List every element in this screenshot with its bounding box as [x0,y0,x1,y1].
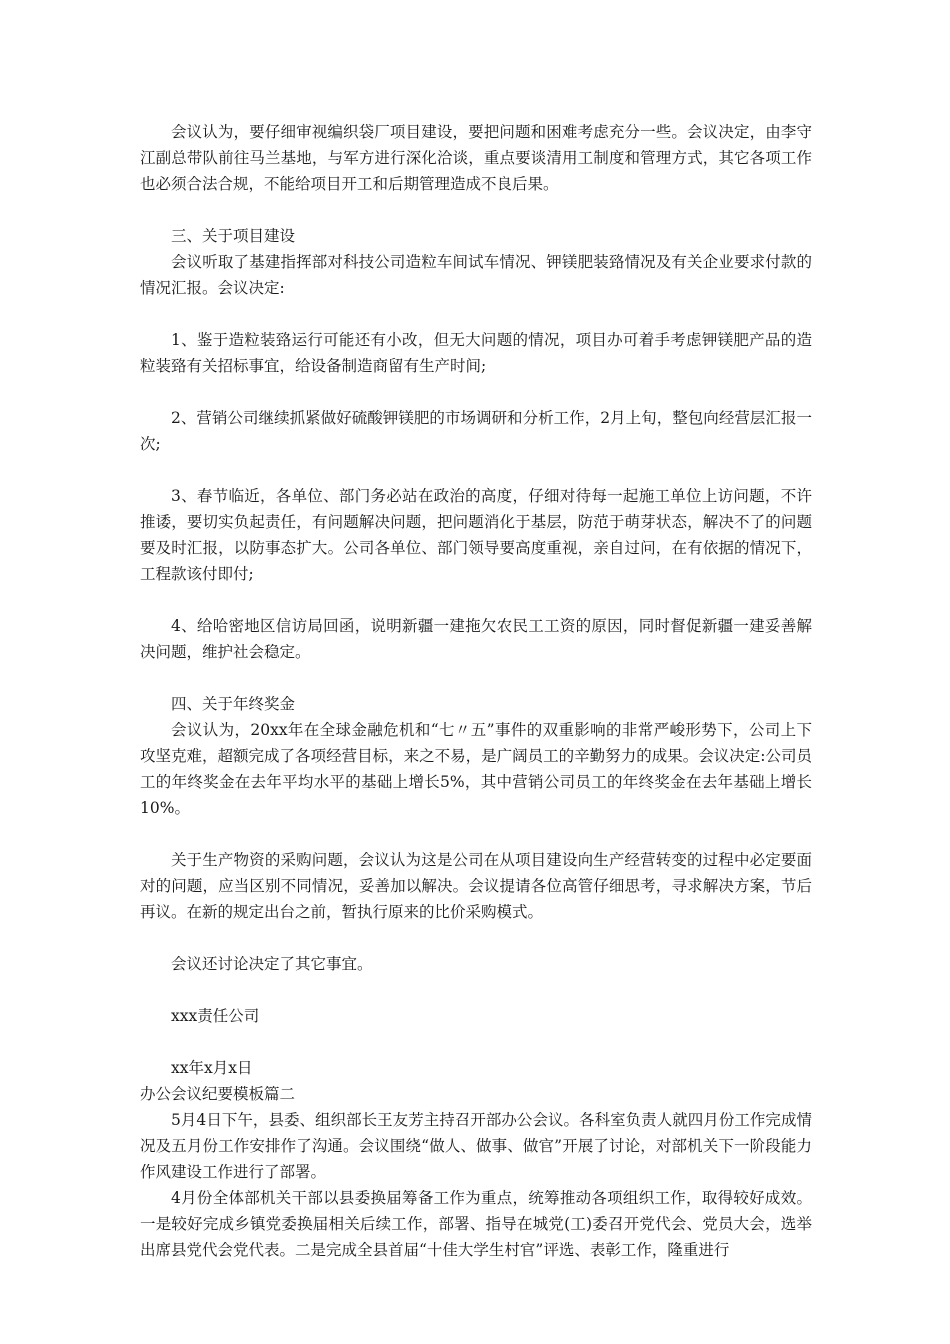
list-item-1: 1、鉴于造粒装臵运行可能还有小改，但无大问题的情况，项目办可着手考虑钾镁肥产品的造粒装臵有关招标事宜，给设备制造商留有生产时间; [140,331,812,375]
list-item-4: 4、给哈密地区信访局回函，说明新疆一建拖欠农民工工资的原因，同时督促新疆一建妥善解决问题，维护社会稳定。 [140,617,812,661]
paragraph-april-work: 4月份全体部机关干部以县委换届筹备工作为重点，统筹推动各项组织工作，取得较好成效。一是较好完成乡镇党委换届相关后续工作，部署、指导在城党(工)委召开党代会、党员大会，选举出席县党代会党代表。二是完成全县首届“十佳大学生村官”评选、表彰工作，隆重进行 [140,1189,812,1259]
paragraph-year-end-bonus: 会议认为，20xx年在全球金融危机和“七〃五”事件的双重影响的非常严峻形势下，公司上下攻坚克难，超额完成了各项经营目标，来之不易，是广阔员工的辛勤努力的成果。会议决定:公司员工的年终奖金在去年平均水平的基础上增长5%，其中营销公司员工的年终奖金在去年基础上增长10%。 [140,721,812,817]
paragraph-may-meeting: 5月4日下午，县委、组织部长王友芳主持召开部办公会议。各科室负责人就四月份工作完成情况及五月份工作安排作了沟通。会议围绕“做人、做事、做官”开展了讨论，对部机关下一阶段能力作风建设工作进行了部署。 [140,1111,812,1181]
company-signature: xxx责任公司 [171,1007,260,1025]
paragraph-procurement: 关于生产物资的采购问题，会议认为这是公司在从项目建设向生产经营转变的过程中必定要面对的问题，应当区别不同情况，妥善加以解决。会议提请各位高管仔细思考，寻求解决方案，节后再议。在新的规定出台之前，暂执行原来的比价采购模式。 [140,851,812,921]
section-heading-project-construction: 三、关于项目建设 [171,227,296,245]
document-date: xx年x月x日 [171,1059,253,1077]
paragraph-project-review: 会议认为，要仔细审视编织袋厂项目建设，要把问题和困难考虑充分一些。会议决定，由李守江副总带队前往马兰基地，与军方进行深化洽谈，重点要谈清用工制度和管理方式，其它各项工作也必须合法合规，不能给项目开工和后期管理造成不良后果。 [140,123,812,193]
template-title-part-two: 办公会议纪要模板篇二 [140,1085,296,1103]
list-item-3: 3、春节临近，各单位、部门务必站在政治的高度，仔细对待每一起施工单位上访问题，不许推诿，要切实负起责任，有问题解决问题，把问题消化于基层，防范于萌芽状态，解决不了的问题要及时汇报，以防事态扩大。公司各单位、部门领导要高度重视，亲自过问，在有依据的情况下，工程款该付即付; [140,487,812,583]
paragraph-construction-report: 会议听取了基建指挥部对科技公司造粒车间试车情况、钾镁肥装臵情况及有关企业要求付款的情况汇报。会议决定: [140,253,812,297]
section-heading-year-end-bonus: 四、关于年终奖金 [171,695,296,713]
paragraph-other-matters: 会议还讨论决定了其它事宜。 [171,955,373,973]
list-item-2: 2、营销公司继续抓紧做好硫酸钾镁肥的市场调研和分析工作，2月上旬，整包向经营层汇报一次; [140,409,812,453]
document-body [140,119,812,1263]
